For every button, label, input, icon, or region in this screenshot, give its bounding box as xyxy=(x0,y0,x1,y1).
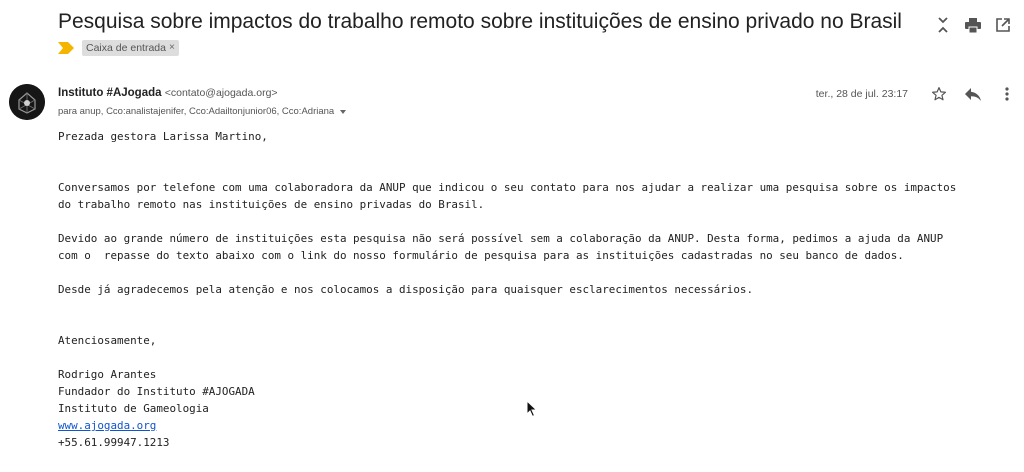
importance-marker-icon[interactable] xyxy=(58,42,74,54)
body-paragraph-2-line-2: com o repasse do texto abaixo com o link do nosso formulário de pesquisa para as instituições cadastradas no seu banco de dados. xyxy=(58,249,904,262)
star-icon[interactable] xyxy=(922,83,956,105)
recipients-text: para anup, Cco:analistajenifer, Cco:Adailtonjunior06, Cco:Adriana xyxy=(58,106,335,117)
body-paragraph-2-line-1: Devido ao grande número de instituições esta pesquisa não será possível sem a colaboração da ANUP. Desta forma, pedimos a ajuda da ANUP xyxy=(58,232,944,245)
signature-org: Instituto de Gameologia xyxy=(58,402,209,415)
subject-toolbar xyxy=(928,12,1018,38)
subject-row xyxy=(58,8,1024,38)
show-details-caret-icon[interactable] xyxy=(340,110,346,114)
body-paragraph-1-line-1: Conversamos por telefone com uma colaboradora da ANUP que indicou o seu contato para nos ajudar a realizar uma pesquisa sobre os impactos xyxy=(58,181,957,194)
recipients-line xyxy=(58,106,346,117)
remove-label-button[interactable]: × xyxy=(168,42,175,53)
sender-email: <contato@ajogada.org> xyxy=(164,87,278,99)
body-paragraph-1-line-2: do trabalho remoto nas instituições de ensino privadas do Brasil. xyxy=(58,198,485,211)
sender-line xyxy=(58,87,278,99)
body-greeting: Prezada gestora Larissa Martino, xyxy=(58,130,268,143)
signature-title: Fundador do Instituto #AJOGADA xyxy=(58,385,255,398)
body-paragraph-3: Desde já agradecemos pela atenção e nos colocamos a disposição para quaisquer esclarecimentos necessários. xyxy=(58,283,754,296)
more-vert-icon[interactable] xyxy=(990,83,1024,105)
collapse-all-icon[interactable] xyxy=(928,12,958,38)
label-row xyxy=(58,39,179,57)
body-closing: Atenciosamente, xyxy=(58,334,157,347)
message-date: ter., 28 de jul. 23:17 xyxy=(815,88,908,100)
mouse-pointer-icon xyxy=(526,400,538,418)
signature-website-link[interactable]: www.ajogada.org xyxy=(58,419,157,432)
print-icon[interactable] xyxy=(958,12,988,38)
open-in-new-window-icon[interactable] xyxy=(988,12,1018,38)
sender-avatar[interactable] xyxy=(9,84,45,120)
sender-name[interactable]: Instituto #AJogada xyxy=(58,87,162,99)
inbox-label-chip[interactable] xyxy=(82,40,179,56)
message-meta xyxy=(816,83,1024,105)
signature-phone: +55.61.99947.1213 xyxy=(58,436,170,449)
email-subject: Pesquisa sobre impactos do trabalho remoto sobre instituições de ensino privado no Brasil xyxy=(58,10,902,33)
signature-name: Rodrigo Arantes xyxy=(58,368,157,381)
inbox-label-text: Caixa de entrada xyxy=(86,42,166,54)
reply-icon[interactable] xyxy=(956,83,990,105)
